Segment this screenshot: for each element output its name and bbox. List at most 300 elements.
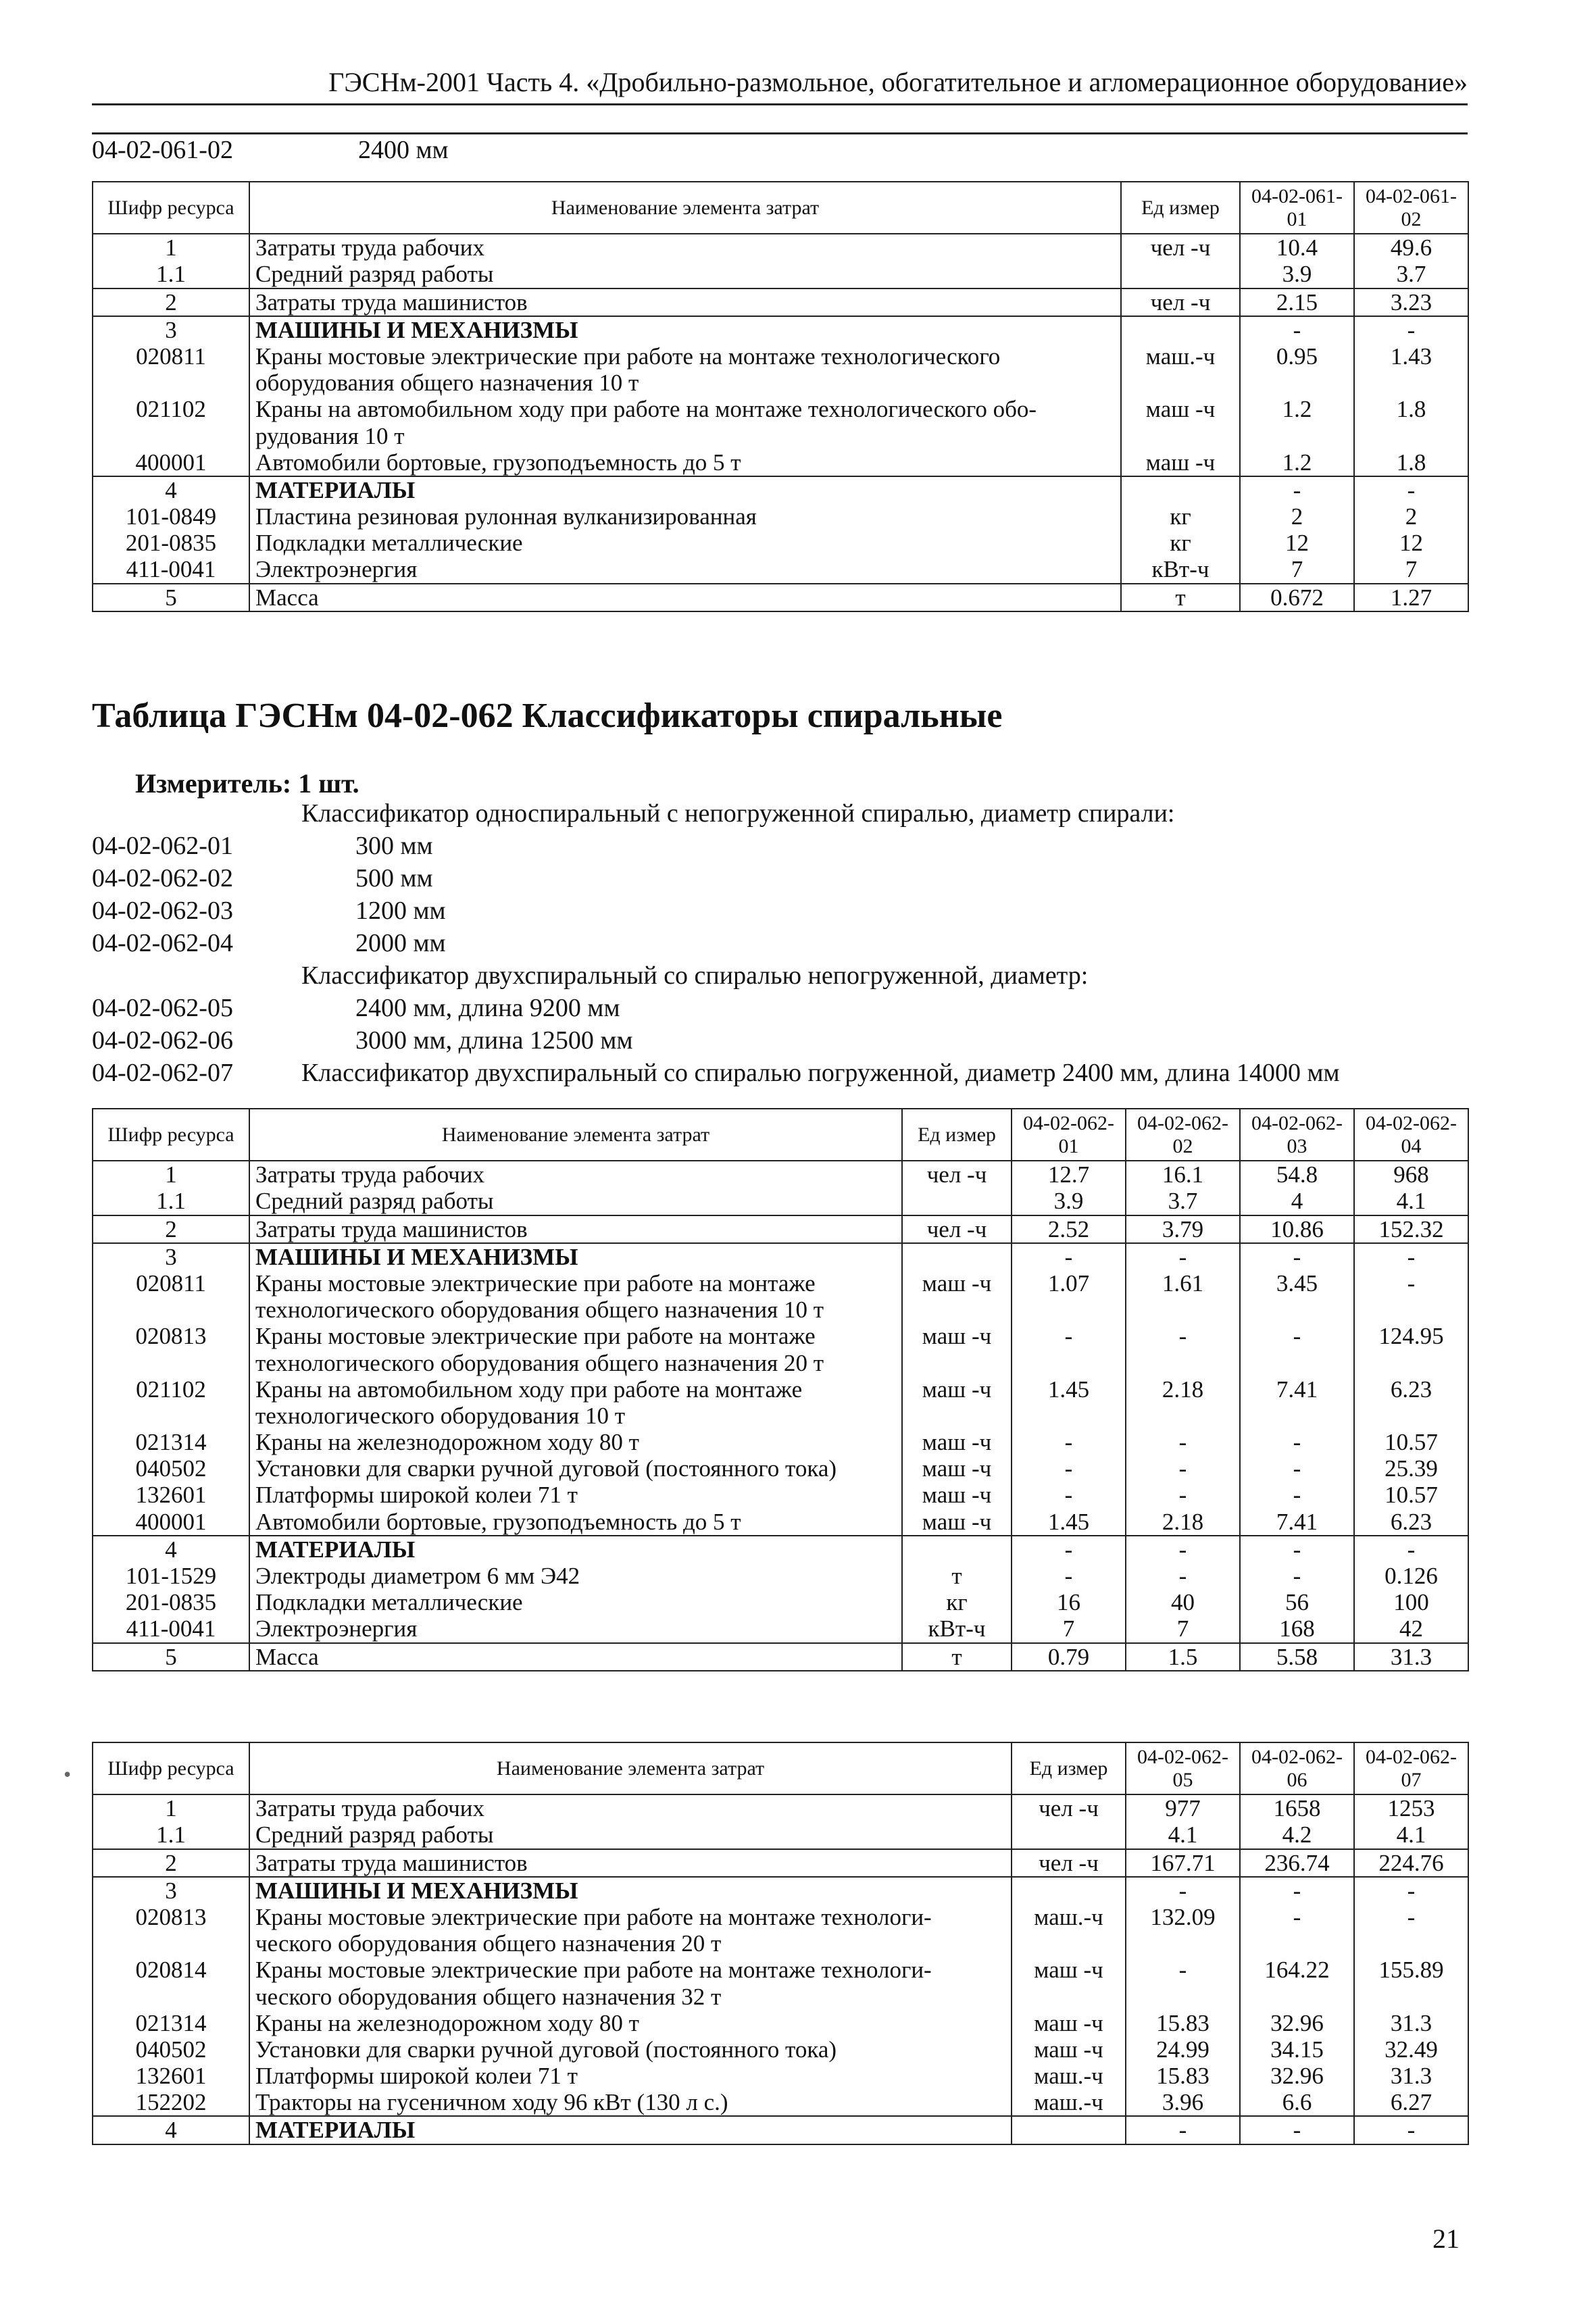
column-header: 04-02-062-06 (1240, 1742, 1354, 1794)
unit-of-measure (1012, 2116, 1126, 2144)
unit-of-measure: маш -ч (902, 1455, 1012, 1482)
norm-value: - (1240, 1455, 1354, 1482)
table-row (93, 316, 1468, 343)
norm-value: - (1126, 2116, 1240, 2144)
resource-code: 5 (93, 1643, 249, 1671)
unit-of-measure: маш -ч (1012, 2010, 1126, 2036)
variant-code: 04-02-062-04 (92, 929, 233, 957)
cost-element-name: Электроэнергия (249, 556, 1121, 583)
norm-value: 152.32 (1354, 1215, 1468, 1243)
norm-value: 1.43 (1354, 343, 1468, 396)
norm-value: 1.5 (1126, 1643, 1240, 1671)
variant-size: 500 мм (355, 864, 433, 892)
norm-value: - (1126, 1323, 1240, 1376)
norm-value: 10.86 (1240, 1215, 1354, 1243)
resource-code: 1 (93, 1794, 249, 1821)
resource-code: 040502 (93, 2036, 249, 2063)
unit-of-measure: маш -ч (902, 1429, 1012, 1455)
norm-value: 2 (1354, 503, 1468, 530)
table-row (93, 556, 1468, 583)
norm-value: 7.41 (1240, 1509, 1354, 1536)
column-header: 04-02-062-07 (1354, 1742, 1468, 1794)
table-row (93, 1376, 1468, 1429)
cost-element-name: Краны мостовые электрические при работе на монтаже технологического оборудования общего назначения 20 т (249, 1323, 902, 1376)
norm-value: 977 (1126, 1794, 1240, 1821)
resource-code: 021314 (93, 2010, 249, 2036)
variant-group-heading: Классификатор односпиральный с непогруженной спиралью, диаметр спирали: (301, 799, 1175, 828)
cost-element-name: Затраты труда машинистов (249, 1215, 902, 1243)
cost-element-name: Электроэнергия (249, 1615, 902, 1642)
norm-value: 0.672 (1240, 584, 1354, 611)
unit-of-measure: Измеритель: 1 шт. (135, 768, 359, 799)
resource-code: 132601 (93, 1482, 249, 1508)
variant-description: Классификатор двухспиральный со спиралью погруженной, диаметр 2400 мм, длина 14000 мм (301, 1059, 1340, 1087)
resource-code: 020814 (93, 1957, 249, 2009)
norm-value: 54.8 (1240, 1161, 1354, 1188)
resource-code: 101-0849 (93, 503, 249, 530)
norm-value: 7.41 (1240, 1376, 1354, 1429)
table-row (93, 476, 1468, 503)
resource-code: 411-0041 (93, 1615, 249, 1642)
resource-code: 2 (93, 1215, 249, 1243)
norm-value: 155.89 (1354, 1957, 1468, 2009)
cost-element-name: МАШИНЫ И МЕХАНИЗМЫ (249, 1877, 1012, 1904)
resource-code: 5 (93, 584, 249, 611)
norm-value: 49.6 (1354, 234, 1468, 261)
unit-of-measure: т (902, 1563, 1012, 1589)
resource-table-062-a (92, 1108, 1469, 1671)
column-header: Шифр ресурса (93, 1742, 249, 1794)
unit-of-measure: маш.-ч (1121, 343, 1240, 396)
norm-value: 0.126 (1354, 1563, 1468, 1589)
column-header: 04-02-061-01 (1240, 182, 1354, 234)
norm-value: - (1240, 1904, 1354, 1957)
table-row (93, 1270, 1468, 1323)
norm-value: 10.57 (1354, 1429, 1468, 1455)
resource-code: 1.1 (93, 261, 249, 288)
norm-value: - (1240, 1877, 1354, 1904)
cost-element-name: МАТЕРИАЛЫ (249, 1536, 902, 1563)
unit-of-measure: маш.-ч (1012, 2089, 1126, 2116)
norm-value: 4.1 (1354, 1821, 1468, 1848)
table-row (93, 584, 1468, 611)
norm-value: 7 (1240, 556, 1354, 583)
norm-value: 1.07 (1012, 1270, 1126, 1323)
norm-value: - (1354, 316, 1468, 343)
norm-value: 124.95 (1354, 1323, 1468, 1376)
table-row (93, 1957, 1468, 2009)
norm-value: - (1354, 1270, 1468, 1323)
table-row (93, 2010, 1468, 2036)
column-header: Ед измер (1012, 1742, 1126, 1794)
prev-block-size: 2400 мм (358, 136, 449, 164)
norm-value: 3.23 (1354, 288, 1468, 316)
table-row (93, 288, 1468, 316)
norm-value: 4.1 (1354, 1188, 1468, 1215)
unit-of-measure (902, 1536, 1012, 1563)
norm-value: 164.22 (1240, 1957, 1354, 2009)
resource-code: 152202 (93, 2089, 249, 2116)
unit-of-measure (1012, 1877, 1126, 1904)
table-row (93, 1589, 1468, 1615)
norm-value: 15.83 (1126, 2063, 1240, 2089)
table-row (93, 1643, 1468, 1671)
norm-value: 12.7 (1012, 1161, 1126, 1188)
norm-value: - (1354, 2116, 1468, 2144)
variant-size: 3000 мм, длина 12500 мм (355, 1026, 633, 1055)
table-title: Таблица ГЭСНм 04-02-062 Классификаторы спиральные (92, 697, 1003, 735)
norm-value: 12 (1354, 530, 1468, 556)
column-header: 04-02-062-04 (1354, 1109, 1468, 1161)
margin-mark: • (64, 1762, 72, 1786)
column-header: Шифр ресурса (93, 1109, 249, 1161)
norm-value: - (1126, 1877, 1240, 1904)
resource-code: 1 (93, 234, 249, 261)
norm-value: 1.45 (1012, 1509, 1126, 1536)
variant-size: 300 мм (355, 832, 433, 860)
norm-value: 32.49 (1354, 2036, 1468, 2063)
cost-element-name: Краны мостовые электрические при работе на монтаже технологического оборудования общего назначения 10 т (249, 1270, 902, 1323)
cost-element-name: Краны на автомобильном ходу при работе на монтаже технологического обо-рудования 10 т (249, 396, 1121, 449)
cost-element-name: Платформы широкой колеи 71 т (249, 2063, 1012, 2089)
cost-element-name: Средний разряд работы (249, 261, 1121, 288)
unit-of-measure: кг (1121, 530, 1240, 556)
cost-element-name: МАТЕРИАЛЫ (249, 2116, 1012, 2144)
unit-of-measure: кВт-ч (902, 1615, 1012, 1642)
resource-code: 021314 (93, 1429, 249, 1455)
norm-value: - (1012, 1429, 1126, 1455)
norm-value: 2.18 (1126, 1376, 1240, 1429)
unit-of-measure: маш -ч (1121, 449, 1240, 476)
column-header: 04-02-061-02 (1354, 182, 1468, 234)
norm-value: - (1240, 316, 1354, 343)
norm-value: 6.27 (1354, 2089, 1468, 2116)
table-row (93, 1821, 1468, 1848)
column-header: Наименование элемента затрат (249, 182, 1121, 234)
unit-of-measure: маш -ч (902, 1509, 1012, 1536)
norm-value: 10.57 (1354, 1482, 1468, 1508)
norm-value: 4.1 (1126, 1821, 1240, 1848)
resource-code: 3 (93, 1877, 249, 1904)
norm-value: - (1126, 1243, 1240, 1270)
cost-element-name: Затраты труда машинистов (249, 1849, 1012, 1877)
unit-of-measure: чел -ч (1121, 288, 1240, 316)
norm-value: 3.7 (1354, 261, 1468, 288)
resource-code: 021102 (93, 1376, 249, 1429)
table-row (93, 1536, 1468, 1563)
norm-value: 31.3 (1354, 1643, 1468, 1671)
table-row (93, 234, 1468, 261)
resource-code: 400001 (93, 449, 249, 476)
unit-of-measure: маш -ч (1012, 1957, 1126, 2009)
norm-value: 7 (1126, 1615, 1240, 1642)
table-row (93, 1563, 1468, 1589)
norm-value: - (1126, 1563, 1240, 1589)
table-row (93, 343, 1468, 396)
variant-size: 2000 мм (355, 929, 446, 957)
cost-element-name: Затраты труда рабочих (249, 1794, 1012, 1821)
column-header: 04-02-062-05 (1126, 1742, 1240, 1794)
table-row (93, 1794, 1468, 1821)
table-row (93, 1323, 1468, 1376)
table-row (93, 1455, 1468, 1482)
norm-value: 34.15 (1240, 2036, 1354, 2063)
table-row (93, 2036, 1468, 2063)
norm-value: 0.79 (1012, 1643, 1126, 1671)
cost-element-name: МАШИНЫ И МЕХАНИЗМЫ (249, 316, 1121, 343)
unit-of-measure: чел -ч (1121, 234, 1240, 261)
unit-of-measure (1121, 261, 1240, 288)
norm-value: 15.83 (1126, 2010, 1240, 2036)
unit-of-measure: маш -ч (1012, 2036, 1126, 2063)
norm-value: - (1354, 1904, 1468, 1957)
norm-value: 224.76 (1354, 1849, 1468, 1877)
unit-of-measure: чел -ч (902, 1161, 1012, 1188)
norm-value: 1658 (1240, 1794, 1354, 1821)
cost-element-name: Установки для сварки ручной дуговой (постоянного тока) (249, 2036, 1012, 2063)
table-row (93, 449, 1468, 476)
norm-value: 10.4 (1240, 234, 1354, 261)
cost-element-name: Автомобили бортовые, грузоподъемность до 5 т (249, 449, 1121, 476)
norm-value: 168 (1240, 1615, 1354, 1642)
unit-of-measure: чел -ч (1012, 1849, 1126, 1877)
norm-value: 3.7 (1126, 1188, 1240, 1215)
cost-element-name: Масса (249, 584, 1121, 611)
norm-value: - (1126, 1429, 1240, 1455)
cost-element-name: Платформы широкой колеи 71 т (249, 1482, 902, 1508)
norm-value: 12 (1240, 530, 1354, 556)
norm-value: 1253 (1354, 1794, 1468, 1821)
cost-element-name: Подкладки металлические (249, 1589, 902, 1615)
unit-of-measure (902, 1243, 1012, 1270)
norm-value: 6.23 (1354, 1376, 1468, 1429)
norm-value: 4 (1240, 1188, 1354, 1215)
column-header: 04-02-062-02 (1126, 1109, 1240, 1161)
resource-code: 411-0041 (93, 556, 249, 583)
unit-of-measure: маш.-ч (1012, 1904, 1126, 1957)
table-row (93, 396, 1468, 449)
norm-value: - (1126, 1536, 1240, 1563)
prev-block-code: 04-02-061-02 (92, 136, 233, 164)
cost-element-name: Пластина резиновая рулонная вулканизированная (249, 503, 1121, 530)
column-header: 04-02-062-01 (1012, 1109, 1126, 1161)
running-header: ГЭСНм-2001 Часть 4. «Дробильно-размольное, обогатительное и агломерационное оборудование» (92, 66, 1468, 105)
norm-value: 16.1 (1126, 1161, 1240, 1188)
unit-of-measure (1121, 316, 1240, 343)
norm-value: 0.95 (1240, 343, 1354, 396)
table-row (93, 1215, 1468, 1243)
table-row (93, 1188, 1468, 1215)
norm-value: - (1240, 1429, 1354, 1455)
table-row (93, 2063, 1468, 2089)
table-row (93, 1877, 1468, 1904)
norm-value: 1.8 (1354, 396, 1468, 449)
resource-code: 1.1 (93, 1188, 249, 1215)
resource-code: 4 (93, 1536, 249, 1563)
cost-element-name: Затраты труда машинистов (249, 288, 1121, 316)
norm-value: 4.2 (1240, 1821, 1354, 1848)
cost-element-name: МАТЕРИАЛЫ (249, 476, 1121, 503)
resource-code: 1 (93, 1161, 249, 1188)
norm-value: - (1012, 1563, 1126, 1589)
resource-code: 201-0835 (93, 1589, 249, 1615)
unit-of-measure: кг (1121, 503, 1240, 530)
table-row (93, 1482, 1468, 1508)
norm-value: 7 (1354, 556, 1468, 583)
variant-group-heading: Классификатор двухспиральный со спиралью непогруженной, диаметр: (301, 961, 1089, 990)
norm-value: - (1126, 1957, 1240, 2009)
norm-value: 5.58 (1240, 1643, 1354, 1671)
unit-of-measure (1121, 476, 1240, 503)
cost-element-name: Краны мостовые электрические при работе на монтаже технологи-ческого оборудования общего назначения 20 т (249, 1904, 1012, 1957)
norm-value: - (1012, 1536, 1126, 1563)
norm-value: 1.2 (1240, 396, 1354, 449)
table-row (93, 530, 1468, 556)
norm-value: 6.23 (1354, 1509, 1468, 1536)
norm-value: 1.8 (1354, 449, 1468, 476)
cost-element-name: Средний разряд работы (249, 1188, 902, 1215)
table-row (93, 1509, 1468, 1536)
table-row (93, 1904, 1468, 1957)
resource-code: 4 (93, 476, 249, 503)
variant-code: 04-02-062-01 (92, 832, 233, 860)
resource-code: 021102 (93, 396, 249, 449)
norm-value: - (1354, 1877, 1468, 1904)
norm-value: - (1240, 1243, 1354, 1270)
table-row (93, 1243, 1468, 1270)
norm-value: 132.09 (1126, 1904, 1240, 1957)
unit-of-measure: кг (902, 1589, 1012, 1615)
cost-element-name: Автомобили бортовые, грузоподъемность до 5 т (249, 1509, 902, 1536)
resource-code: 132601 (93, 2063, 249, 2089)
norm-value: 31.3 (1354, 2063, 1468, 2089)
norm-value: 3.9 (1012, 1188, 1126, 1215)
norm-value: 6.6 (1240, 2089, 1354, 2116)
norm-value: 100 (1354, 1589, 1468, 1615)
cost-element-name: МАШИНЫ И МЕХАНИЗМЫ (249, 1243, 902, 1270)
norm-value: - (1240, 1323, 1354, 1376)
table-row (93, 1161, 1468, 1188)
unit-of-measure: кВт-ч (1121, 556, 1240, 583)
norm-value: 32.96 (1240, 2063, 1354, 2089)
cost-element-name: Установки для сварки ручной дуговой (постоянного тока) (249, 1455, 902, 1482)
unit-of-measure: т (902, 1643, 1012, 1671)
resource-table-062-b (92, 1742, 1469, 2145)
table-row (93, 503, 1468, 530)
resource-code: 400001 (93, 1509, 249, 1536)
norm-value: 31.3 (1354, 2010, 1468, 2036)
resource-code: 201-0835 (93, 530, 249, 556)
table-row (93, 1849, 1468, 1877)
norm-value: - (1126, 1482, 1240, 1508)
resource-code: 2 (93, 288, 249, 316)
norm-value: 1.61 (1126, 1270, 1240, 1323)
unit-of-measure (1012, 1821, 1126, 1848)
column-header: Наименование элемента затрат (249, 1742, 1012, 1794)
variant-code: 04-02-062-03 (92, 897, 233, 925)
variant-code: 04-02-062-07 (92, 1059, 233, 1087)
unit-of-measure (902, 1188, 1012, 1215)
norm-value: - (1354, 1536, 1468, 1563)
norm-value: 2.18 (1126, 1509, 1240, 1536)
cost-element-name: Краны мостовые электрические при работе на монтаже технологического оборудования общего назначения 10 т (249, 343, 1121, 396)
cost-element-name: Краны на автомобильном ходу при работе на монтаже технологического оборудования 10 т (249, 1376, 902, 1429)
norm-value: 2.52 (1012, 1215, 1126, 1243)
variant-size: 2400 мм, длина 9200 мм (355, 994, 620, 1022)
column-header: Наименование элемента затрат (249, 1109, 902, 1161)
norm-value: - (1354, 476, 1468, 503)
cost-element-name: Краны мостовые электрические при работе на монтаже технологи-ческого оборудования общего назначения 32 т (249, 1957, 1012, 2009)
cost-element-name: Затраты труда рабочих (249, 1161, 902, 1188)
cost-element-name: Подкладки металлические (249, 530, 1121, 556)
variant-code: 04-02-062-02 (92, 864, 233, 892)
variant-size: 1200 мм (355, 897, 446, 925)
page-number: 21 (1432, 2223, 1460, 2254)
resource-code: 2 (93, 1849, 249, 1877)
unit-of-measure: маш -ч (1121, 396, 1240, 449)
norm-value: - (1240, 1563, 1354, 1589)
cost-element-name: Электроды диаметром 6 мм Э42 (249, 1563, 902, 1589)
section-rule (92, 132, 1468, 134)
norm-value: 42 (1354, 1615, 1468, 1642)
resource-code: 4 (93, 2116, 249, 2144)
norm-value: 3.96 (1126, 2089, 1240, 2116)
norm-value: 56 (1240, 1589, 1354, 1615)
norm-value: 7 (1012, 1615, 1126, 1642)
unit-of-measure: чел -ч (1012, 1794, 1126, 1821)
unit-of-measure: маш -ч (902, 1482, 1012, 1508)
unit-of-measure: маш -ч (902, 1323, 1012, 1376)
column-header: Шифр ресурса (93, 182, 249, 234)
unit-of-measure: т (1121, 584, 1240, 611)
norm-value: 1.2 (1240, 449, 1354, 476)
unit-of-measure: маш.-ч (1012, 2063, 1126, 2089)
norm-value: 16 (1012, 1589, 1126, 1615)
cost-element-name: Масса (249, 1643, 902, 1671)
column-header: Ед измер (902, 1109, 1012, 1161)
norm-value: - (1240, 1482, 1354, 1508)
variant-code: 04-02-062-06 (92, 1026, 233, 1055)
cost-element-name: Краны на железнодорожном ходу 80 т (249, 1429, 902, 1455)
norm-value: - (1012, 1323, 1126, 1376)
resource-code: 020813 (93, 1323, 249, 1376)
resource-code: 3 (93, 316, 249, 343)
variant-code: 04-02-062-05 (92, 994, 233, 1022)
norm-value: - (1240, 1536, 1354, 1563)
norm-value: 1.27 (1354, 584, 1468, 611)
resource-code: 020813 (93, 1904, 249, 1957)
norm-value: - (1240, 476, 1354, 503)
norm-value: - (1126, 1455, 1240, 1482)
cost-element-name: Краны на железнодорожном ходу 80 т (249, 2010, 1012, 2036)
table-row (93, 1615, 1468, 1642)
norm-value: 236.74 (1240, 1849, 1354, 1877)
column-header: Ед измер (1121, 182, 1240, 234)
resource-code: 020811 (93, 1270, 249, 1323)
norm-value: 968 (1354, 1161, 1468, 1188)
table-row (93, 2089, 1468, 2116)
norm-value: 40 (1126, 1589, 1240, 1615)
resource-code: 040502 (93, 1455, 249, 1482)
resource-code: 020811 (93, 343, 249, 396)
resource-code: 1.1 (93, 1821, 249, 1848)
cost-element-name: Затраты труда рабочих (249, 234, 1121, 261)
cost-element-name: Средний разряд работы (249, 1821, 1012, 1848)
norm-value: - (1012, 1243, 1126, 1270)
norm-value: - (1354, 1243, 1468, 1270)
norm-value: 24.99 (1126, 2036, 1240, 2063)
norm-value: 3.9 (1240, 261, 1354, 288)
